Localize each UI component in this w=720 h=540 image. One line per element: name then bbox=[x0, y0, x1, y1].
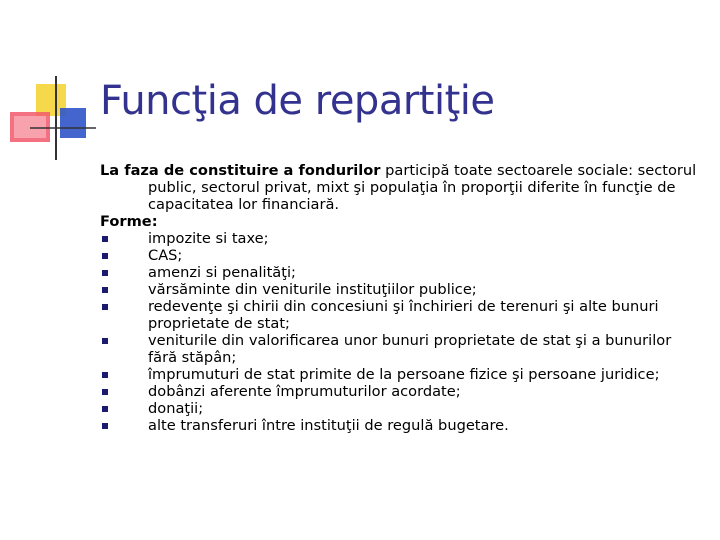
list-item-text: veniturile din valorificarea unor bunuri proprietate de stat şi a bunurilor fără stăpân; bbox=[148, 332, 672, 366]
list-item-text: impozite si taxe; bbox=[148, 230, 269, 247]
square-bullet-icon bbox=[102, 406, 108, 412]
list-item-text: alte transferuri între instituţii de regulă bugetare. bbox=[148, 417, 509, 434]
list-item-text: vărsăminte din veniturile instituţiilor publice; bbox=[148, 281, 477, 298]
list-item bbox=[100, 332, 700, 366]
list-item-text: amenzi si penalităţi; bbox=[148, 264, 296, 281]
list-item bbox=[100, 264, 700, 281]
list-item bbox=[100, 417, 700, 434]
square-bullet-icon bbox=[102, 236, 108, 242]
slide-title: Funcţia de repartiţie bbox=[100, 78, 495, 124]
square-bullet-icon bbox=[102, 389, 108, 395]
forms-list bbox=[100, 230, 700, 434]
list-item bbox=[100, 400, 700, 417]
intro-paragraph bbox=[100, 162, 700, 213]
list-item bbox=[100, 281, 700, 298]
square-bullet-icon bbox=[102, 338, 108, 344]
list-item-text: împrumuturi de stat primite de la persoane fizice şi persoane juridice; bbox=[148, 366, 660, 383]
list-item-text: CAS; bbox=[148, 247, 183, 264]
intro-lead: La faza de constituire a fondurilor bbox=[100, 162, 381, 179]
square-bullet-icon bbox=[102, 253, 108, 259]
decorative-squares-graphic bbox=[0, 0, 100, 170]
forms-label: Forme: bbox=[100, 213, 158, 230]
square-bullet-icon bbox=[102, 423, 108, 429]
list-item bbox=[100, 383, 700, 400]
square-bullet-icon bbox=[102, 287, 108, 293]
square-bullet-icon bbox=[102, 304, 108, 310]
list-item-text: redevenţe şi chirii din concesiuni şi închirieri de terenuri şi alte bunuri proprietate de stat; bbox=[148, 298, 659, 332]
square-bullet-icon bbox=[102, 372, 108, 378]
slide-body bbox=[100, 162, 700, 434]
list-item bbox=[100, 247, 700, 264]
list-item bbox=[100, 298, 700, 332]
list-item bbox=[100, 230, 700, 247]
list-item-text: donaţii; bbox=[148, 400, 204, 417]
intro-text: participă toate sectoarele sociale: sectorul public, sectorul privat, mixt şi populaţia în proporţii diferite în funcţie de capacitatea lor financiară. bbox=[148, 162, 697, 213]
square-bullet-icon bbox=[102, 270, 108, 276]
list-item bbox=[100, 366, 700, 383]
list-item-text: dobânzi aferente împrumuturilor acordate; bbox=[148, 383, 461, 400]
